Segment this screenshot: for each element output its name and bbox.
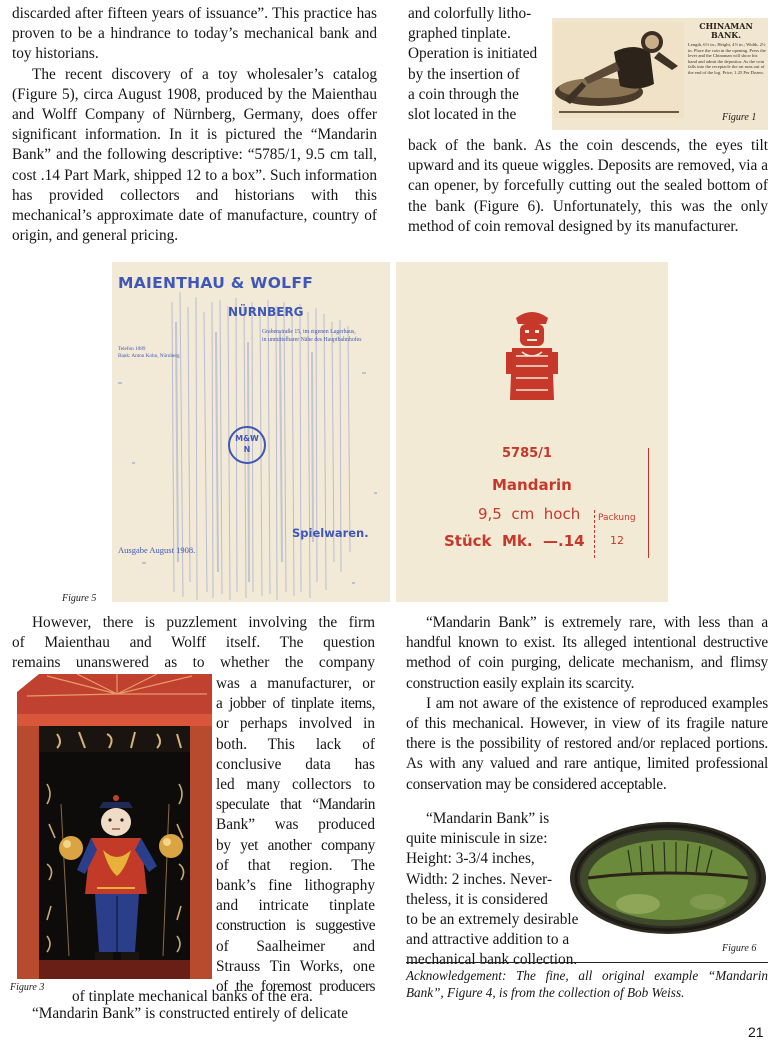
figure-1-ad-title [686, 22, 766, 40]
text-line: quite miniscule in size: [406, 830, 548, 848]
text-line: “Mandarin Bank” is [426, 810, 550, 827]
paragraph: discarded after fifteen years of issuance”. This practice has proven to be a hindrance to today’s mechanical bank and toy historians. [12, 5, 377, 63]
text-line: mechanical bank collection. [406, 951, 578, 969]
text-line: was a manufacturer, or [216, 675, 375, 692]
catalog-city: NÜRNBERG [228, 305, 304, 319]
figure-6-caption: Figure 6 [722, 943, 757, 954]
right-top-wrap-text [408, 4, 546, 125]
catalog-edge-rule [648, 448, 649, 558]
text-line: Height: 3-3/4 inches, [406, 850, 535, 868]
page-number: 21 [748, 1024, 764, 1040]
text-line: Operation is initiated [408, 45, 538, 63]
acknowledgement: Acknowledgement: The fine, all original example “Mandarin Bank”, Figure 4, is from the collection of Bob Weiss. [406, 968, 768, 1000]
bank-bottom-photo [568, 820, 768, 940]
catalog-address [262, 328, 386, 344]
figure-5-catalog-cover [112, 262, 390, 602]
figure-3-caption: Figure 3 [10, 982, 45, 993]
text-line: Width: 2 inches. Never- [406, 870, 553, 888]
figure-1-ad-description: Length, 6½ in.; Height, 4½ in.; Width, 2½ in. Place the coin in the opening. Press the lever and the Chinaman will show his hand and admit the depositor. As the coin falls into the receptacle the rat runs out of the end of the log. Price, 1.25 Per Dozen. [688, 42, 766, 75]
ad-title-line: CHINAMAN [699, 21, 753, 31]
text-line: Strauss Tin Works, one [216, 957, 375, 975]
right-top-text [408, 136, 768, 237]
text-line: of Maienthau and Wolff itself. The question [12, 634, 375, 652]
text-line: Bank” was produced [216, 816, 375, 834]
paragraph: The recent discovery of a toy wholesaler’s catalog (Figure 5), circa August 1908, produced by the Maienthau and Wolff Company of Nürnberg, Germany, does offer significant information. In it is pictured the “Mandarin Bank” and the following descriptive: “5785/1, 9.5 cm tall, cost .14 Part Mark, shipped 12 to a box”. Such information has provided collectors and historians with this mechanical’s approximate date of manufacture, country of origin, and general pricing. [12, 65, 377, 245]
catalog-item-number: 5785/1 [502, 446, 552, 461]
paragraph: back of the bank. As the coin descends, the eyes tilt upward and its queue wiggles. Deposits are removed, via a can opener, by forcefully cutting out the sealed bottom of the bank (Figure 6). Unfortunately, this was the only method of coin removal designed by its manufacturer. [408, 137, 768, 235]
text-line: and intricate tinplate [216, 897, 375, 915]
text-line: construction is suggestive [216, 917, 375, 935]
left-bottom-wrap-text [216, 674, 375, 997]
stamp-line: M&W [235, 434, 259, 443]
ad-title-line: BANK. [710, 30, 742, 40]
text-line: of the foremost producers [216, 978, 375, 996]
stamp-line: N [243, 445, 251, 454]
text-line: led many collectors to [216, 776, 375, 794]
catalog-packing-label: Packung [598, 513, 636, 523]
figure-3-bank-photo [17, 674, 212, 979]
catalog-packing-divider [594, 510, 595, 558]
catalog-company-name: MAIENTHAU & WOLFF [118, 274, 314, 292]
text-line: graphed tinplate. [408, 25, 511, 43]
text-line: However, there is puzzlement involving the firm [32, 614, 375, 631]
paragraph: I am not aware of the existence of reproduced examples of this mechanical. However, in view of its fragile nature there is the possibility of restored and/or replaced portions. As with any valued and rare antique, limited professional conservation may be considered acceptable. [406, 694, 768, 793]
catalog-phone-line: Telefon 1089 [118, 346, 146, 352]
right-bottom-wrap-text [406, 809, 578, 971]
text-line: a coin through the [408, 85, 519, 103]
left-bottom-final-text [12, 1004, 375, 1024]
text-line: and colorfully litho- [408, 5, 532, 22]
text-line: by the insertion of [408, 65, 520, 83]
text-line: theless, it is considered [406, 890, 548, 908]
text-line: speculate that “Mandarin [216, 796, 375, 814]
text-line: remains unanswered as to whether the company [12, 654, 375, 672]
catalog-address-line: Grabenstraße 15, im eigenen Lagerhaus, [262, 329, 356, 335]
mandarin-bank-photo [17, 674, 212, 979]
catalog-phone [118, 346, 180, 360]
catalog-phone-line: Bank: Anton Kohn, Nürnberg [118, 353, 180, 359]
figure-5-caption: Figure 5 [62, 593, 97, 604]
mandarin-figure-illustration [502, 308, 562, 404]
text-line: a jobber of tinplate items, [216, 695, 375, 713]
catalog-stamp-seal [228, 426, 266, 464]
text-line: slot located in the [408, 106, 517, 124]
text-line: to be an extremely desirable [406, 911, 579, 929]
figure-1-engraving [554, 22, 684, 118]
text-line: by yet another company [216, 836, 375, 854]
text-line: and attractive addition to a [406, 931, 570, 949]
catalog-edition: Ausgabe August 1908. [118, 545, 196, 555]
text-line: or perhaps involved in [216, 715, 375, 733]
catalog-packing-value: 12 [610, 534, 624, 547]
catalog-item-name: Mandarin [492, 476, 572, 494]
text-line: of that region. The [216, 856, 375, 874]
catalog-product-line: Spielwaren. [292, 526, 369, 540]
acknowledgement-rule [406, 962, 768, 963]
figure-6-bank-bottom [568, 820, 768, 940]
text-line: “Mandarin Bank” is constructed entirely of delicate [32, 1005, 349, 1022]
right-bottom-text [406, 613, 768, 795]
left-bottom-text-full [12, 613, 375, 674]
text-line: conclusive data has [216, 755, 375, 773]
catalog-entry-page [396, 262, 668, 602]
catalog-item-height: 9,5 cm hoch [478, 505, 581, 523]
text-line: of tinplate mechanical banks of the era. [72, 988, 313, 1005]
figure-1-caption: Figure 1 [722, 112, 757, 123]
text-line: of Saalheimer and [216, 937, 375, 955]
catalog-address-line: in unmittelbarer Nähe des Hauptbahnhofes [262, 337, 362, 343]
paragraph: “Mandarin Bank” is extremely rare, with less than a handful known to exist. Its alleged intentional destructive method of coin purging, delicate mechanism, and flimsy construction easily explain its scarcity. [406, 614, 768, 692]
catalog-item-price: Stück Mk. —.14 [444, 532, 585, 550]
text-line: both. This lack of [216, 735, 375, 753]
text-line: bank’s fine lithography [216, 877, 375, 895]
left-top-text [12, 4, 377, 246]
